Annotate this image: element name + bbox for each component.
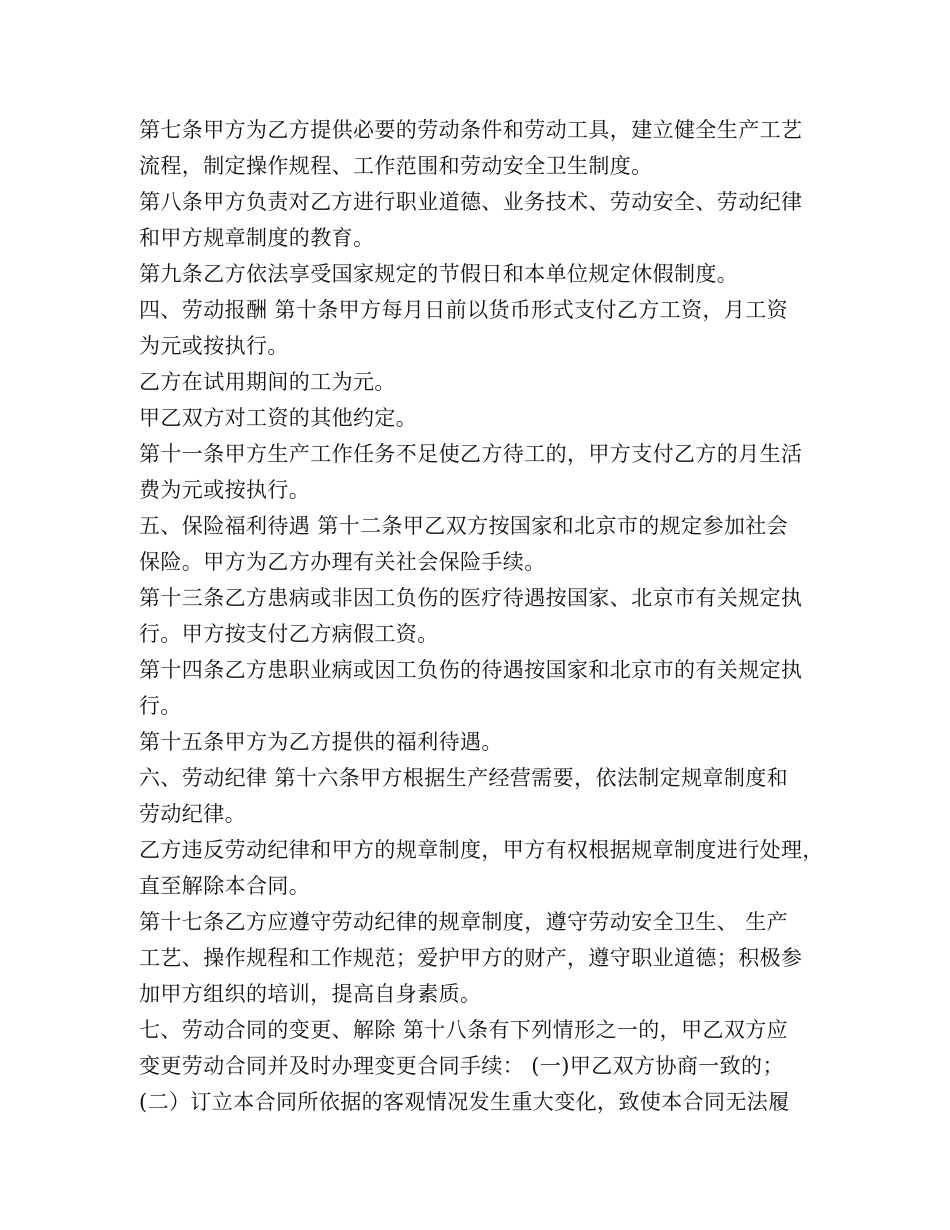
text-line: 流程，制定操作规程、工作范围和劳动安全卫生制度。: [139, 154, 653, 178]
text-line: 第十三条乙方患病或非因工负伤的医疗待遇按国家、北京市有关规定执: [139, 586, 803, 610]
text-line: 劳动纪律。: [139, 802, 246, 826]
text-line: 行。甲方按支付乙方病假工资。: [139, 622, 439, 646]
text-line: 直至解除本合同。: [139, 874, 311, 898]
text-line: 第十四条乙方患职业病或因工负伤的待遇按国家和北京市的有关规定执: [139, 658, 803, 682]
text-line: 和甲方规章制度的教育。: [139, 226, 375, 250]
text-line: 工艺、操作规程和工作规范；爱护甲方的财产，遵守职业道德；积极参: [139, 946, 803, 970]
text-line: 乙方在试用期间的工为元。: [139, 370, 396, 394]
text-line: 四、劳动报酬 第十条甲方每月日前以货币形式支付乙方工资，月工资: [139, 298, 789, 322]
text-line: 六、劳动纪律 第十六条甲方根据生产经营需要，依法制定规章制度和: [139, 766, 789, 790]
text-line: 变更劳动合同并及时办理变更合同手续： (一)甲乙双方协商一致的；: [139, 1054, 784, 1078]
text-line: 甲乙双方对工资的其他约定。: [139, 406, 418, 430]
text-line: 行。: [139, 694, 182, 718]
text-line: 第九条乙方依法享受国家规定的节假日和本单位规定休假制度。: [139, 262, 739, 286]
text-line: 加甲方组织的培训，提高自身素质。: [139, 982, 482, 1006]
text-line: 乙方违反劳动纪律和甲方的规章制度，甲方有权根据规章制度进行处理，: [139, 838, 824, 862]
document-body: [139, 112, 829, 1120]
text-line: 第十七条乙方应遵守劳动纪律的规章制度，遵守劳动安全卫生、 生产: [139, 910, 789, 934]
text-line: 第七条甲方为乙方提供必要的劳动条件和劳动工具，建立健全生产工艺: [139, 118, 803, 142]
text-line: 七、劳动合同的变更、解除 第十八条有下列情形之一的，甲乙双方应: [139, 1018, 789, 1042]
text-line: (二）订立本合同所依据的客观情况发生重大变化，致使本合同无法履: [139, 1090, 790, 1114]
text-line: 保险。甲方为乙方办理有关社会保险手续。: [139, 550, 546, 574]
text-line: 第十一条甲方生产工作任务不足使乙方待工的，甲方支付乙方的月生活: [139, 442, 803, 466]
text-line: 第八条甲方负责对乙方进行职业道德、业务技术、劳动安全、劳动纪律: [139, 190, 803, 214]
text-line: 费为元或按执行。: [139, 478, 311, 502]
text-line: 第十五条甲方为乙方提供的福利待遇。: [139, 730, 503, 754]
text-line: 为元或按执行。: [139, 334, 289, 358]
text-line: 五、保险福利待遇 第十二条甲乙双方按国家和北京市的规定参加社会: [139, 514, 789, 538]
